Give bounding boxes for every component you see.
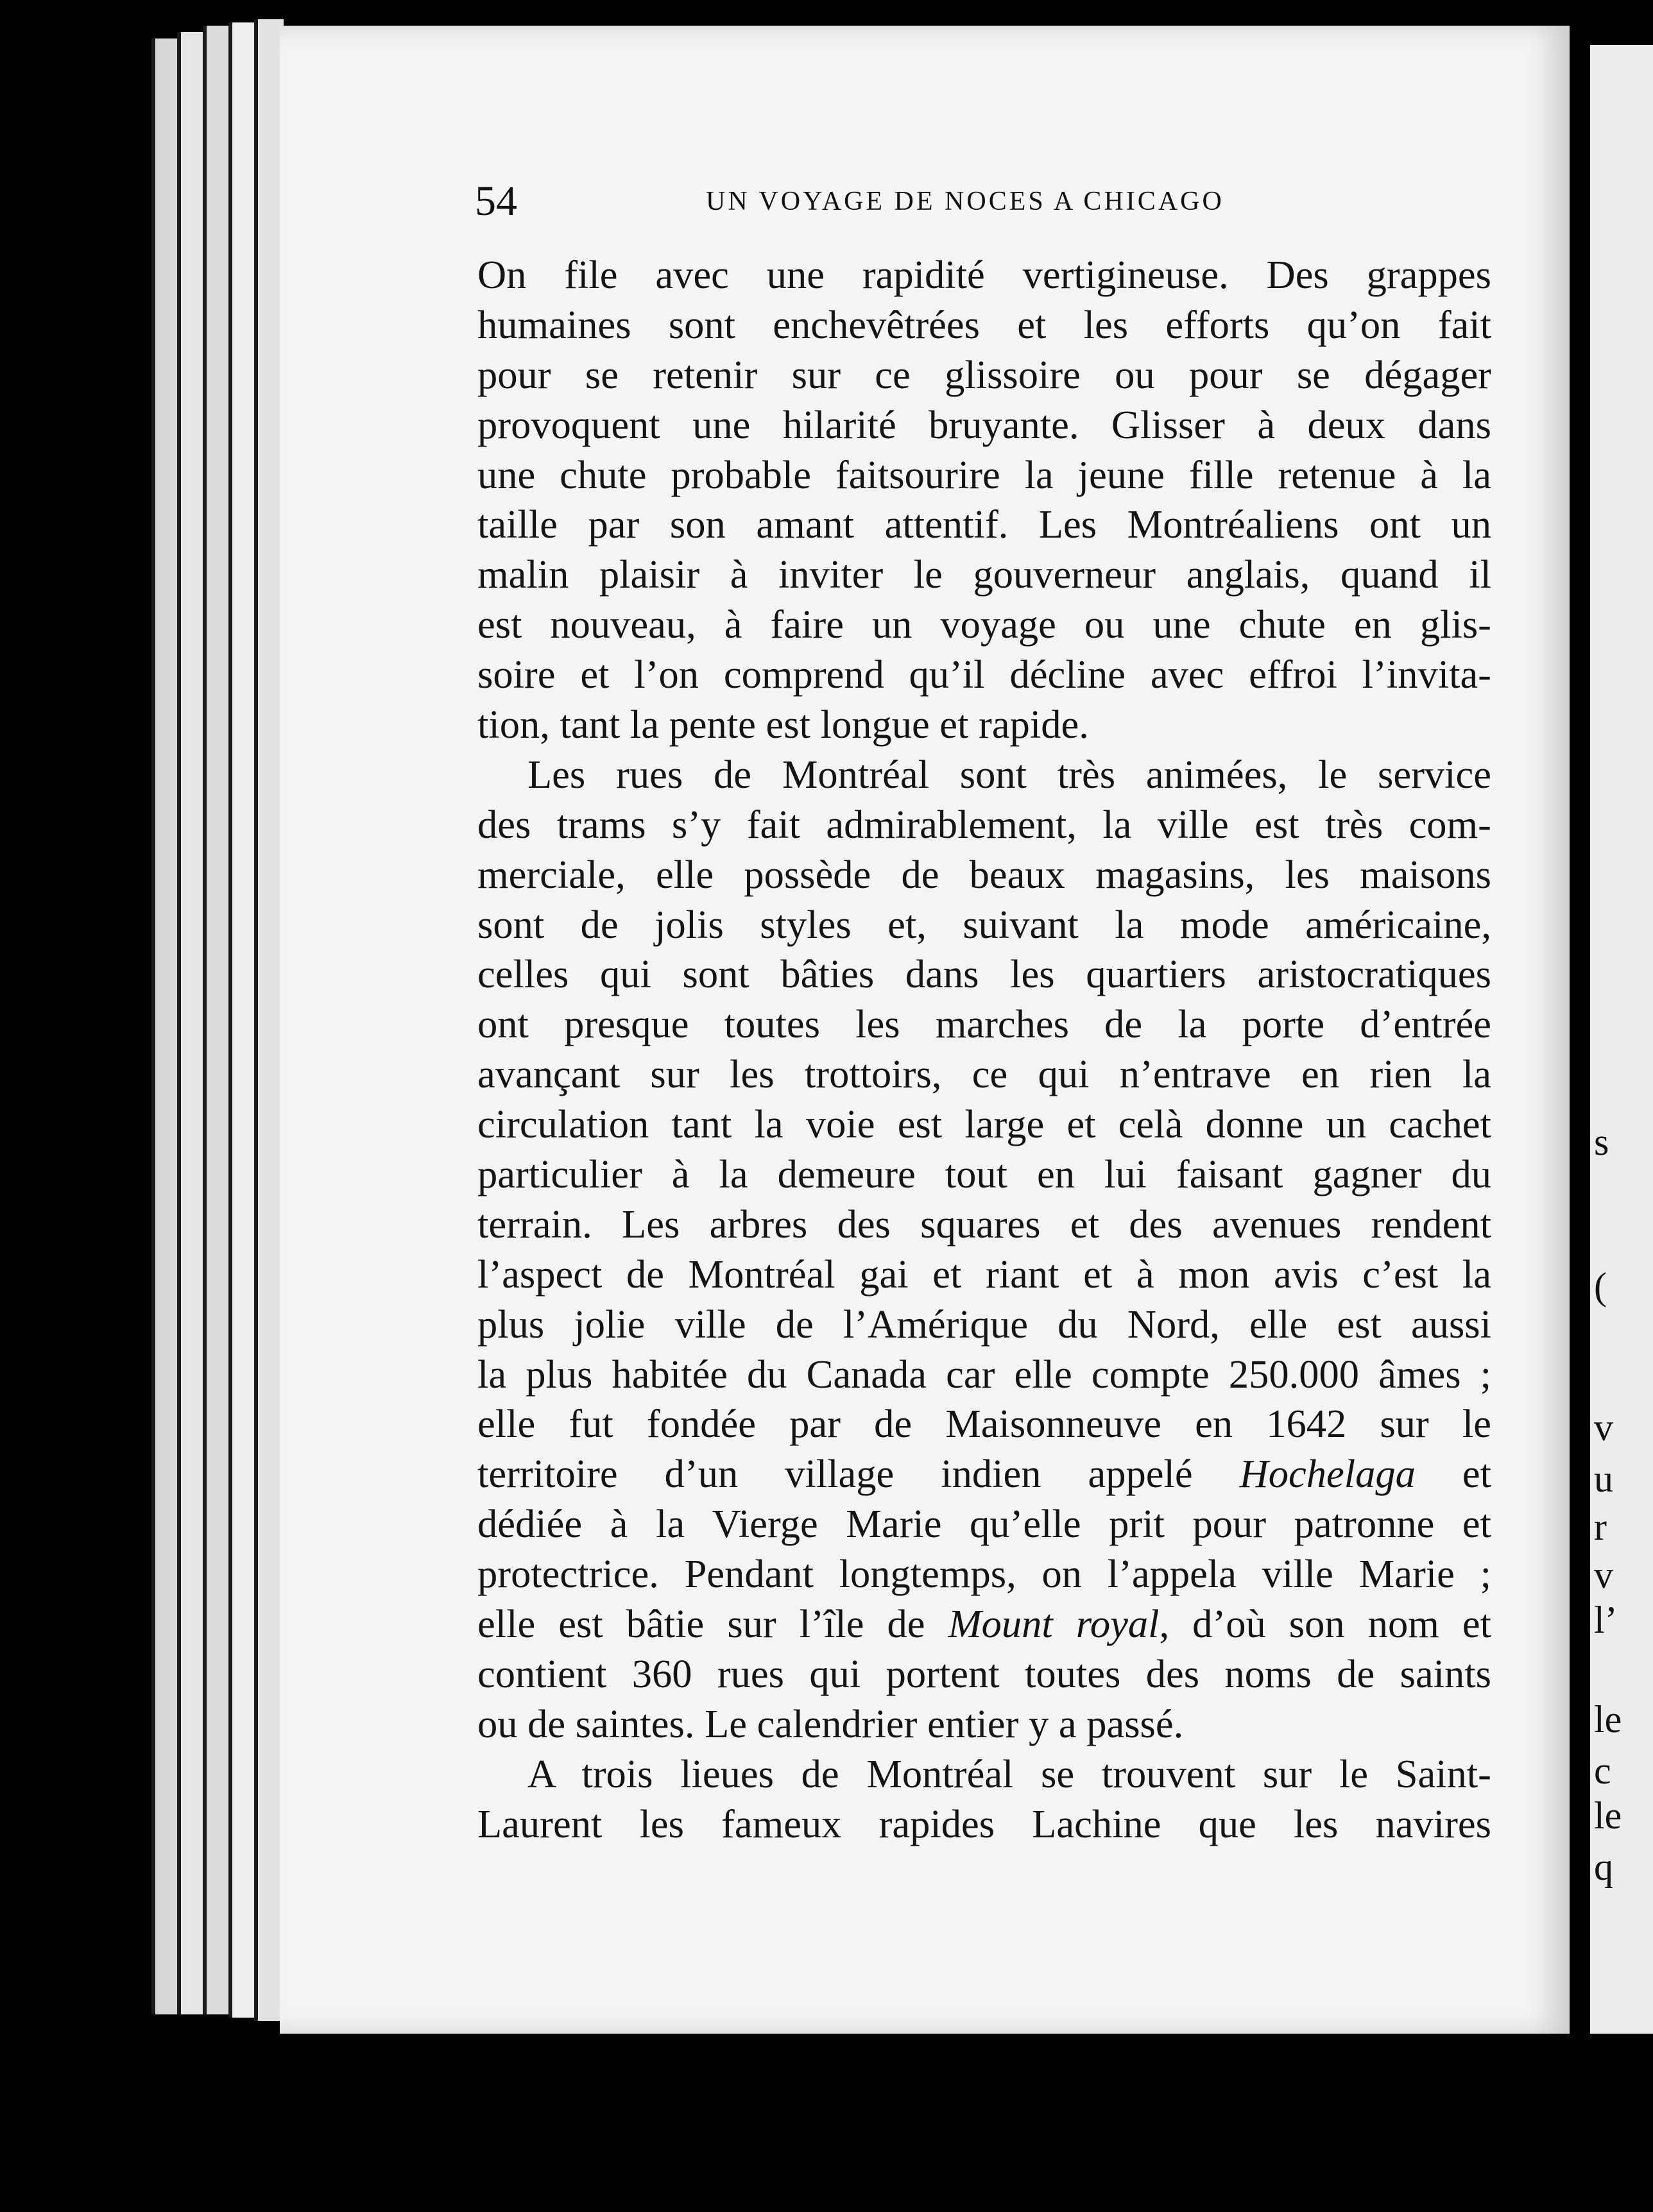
adjacent-page-letter: le [1594, 1794, 1622, 1837]
text-line: l’aspect de Montréal gai et riant et à mon avis c’est la [477, 1251, 1491, 1297]
text-line: Laurent les fameux rapides Lachine que les navires [477, 1801, 1491, 1846]
italic-place-name: Mount royal [948, 1601, 1160, 1647]
text-line: elle fut fondée par de Maisonneuve en 1642 sur le [477, 1401, 1491, 1447]
text-line: des trams s’y fait admirablement, la ville est très com- [477, 801, 1491, 847]
text-line: avançant sur les trottoirs, ce qui n’entrave en rien la [477, 1051, 1491, 1097]
text-line: protectrice. Pendant longtemps, on l’appela ville Marie ; [477, 1551, 1491, 1597]
body-text [477, 250, 1491, 1850]
adjacent-page-letter: le [1594, 1698, 1622, 1740]
text-line: tion, tant la pente est longue et rapide. [477, 702, 1089, 747]
text-line: provoquent une hilarité bruyante. Glisser à deux dans [477, 402, 1491, 447]
text-segment: , d’où son nom et [1159, 1601, 1492, 1647]
adjacent-page-letter: c [1594, 1749, 1611, 1792]
text-line [477, 1599, 1491, 1649]
text-line: merciale, elle possède de beaux magasins, les maisons [477, 851, 1491, 897]
text-line: plus jolie ville de l’Amérique du Nord, elle est aussi [477, 1301, 1491, 1347]
adjacent-page-letter: s [1594, 1121, 1609, 1163]
text-line: ou de saintes. Le calendrier entier y a passé. [477, 1701, 1184, 1746]
text-line: A trois lieues de Montréal se trouvent sur le Saint- [527, 1751, 1491, 1796]
text-segment: et [1462, 1451, 1491, 1497]
text-line: soire et l’on comprend qu’il décline avec effroi l’invita- [477, 652, 1491, 697]
text-line: malin plaisir à inviter le gouverneur anglais, quand il [477, 552, 1491, 597]
adjacent-page-letter: v [1594, 1554, 1613, 1596]
text-line: celles qui sont bâties dans les quartiers aristocratiques [477, 951, 1491, 997]
adjacent-page-letter: ( [1594, 1265, 1607, 1307]
text-line: contient 360 rues qui portent toutes des noms de saints [477, 1651, 1491, 1696]
text-line: dédiée à la Vierge Marie qu’elle prit pour patronne et [477, 1501, 1491, 1547]
text-line: On file avec une rapidité vertigineuse. Des grappes [477, 252, 1491, 297]
adjacent-page-fragment [1590, 45, 1653, 2034]
italic-place-name: Hochelaga [1239, 1451, 1416, 1497]
text-line: est nouveau, à faire un voyage ou une chute en glis- [477, 602, 1491, 647]
text-segment: elle est bâtie sur l’île de [477, 1601, 925, 1647]
adjacent-page-letter: v [1594, 1406, 1613, 1449]
text-line [477, 1449, 1491, 1499]
text-line: sont de jolis styles et, suivant la mode américaine, [477, 901, 1491, 947]
text-line: pour se retenir sur ce glissoire ou pour se dégager [477, 352, 1491, 397]
text-line: Les rues de Montréal sont très animées, le service [527, 751, 1491, 797]
text-line: taille par son amant attentif. Les Montréaliens ont un [477, 502, 1491, 547]
running-header [475, 177, 1566, 225]
running-title: UN VOYAGE DE NOCES A CHICAGO [706, 187, 1224, 216]
page-number: 54 [475, 178, 517, 225]
adjacent-page-letter: l’ [1594, 1599, 1618, 1641]
adjacent-page-letter: q [1594, 1846, 1613, 1888]
text-line: terrain. Les arbres des squares et des avenues rendent [477, 1201, 1491, 1246]
text-line: particulier à la demeure tout en lui faisant gagner du [477, 1152, 1491, 1197]
text-line: humaines sont enchevêtrées et les efforts qu’on fait [477, 302, 1491, 347]
text-line: la plus habitée du Canada car elle compte 250.000 âmes ; [477, 1351, 1491, 1397]
text-line: une chute probable faitsourire la jeune fille retenue à la [477, 452, 1491, 497]
text-segment: territoire d’un village indien appelé [477, 1451, 1193, 1497]
adjacent-page-letter: r [1594, 1506, 1607, 1548]
text-line: ont presque toutes les marches de la porte d’entrée [477, 1001, 1491, 1047]
text-line: circulation tant la voie est large et celà donne un cachet [477, 1102, 1491, 1147]
adjacent-page-letter: u [1594, 1458, 1613, 1500]
